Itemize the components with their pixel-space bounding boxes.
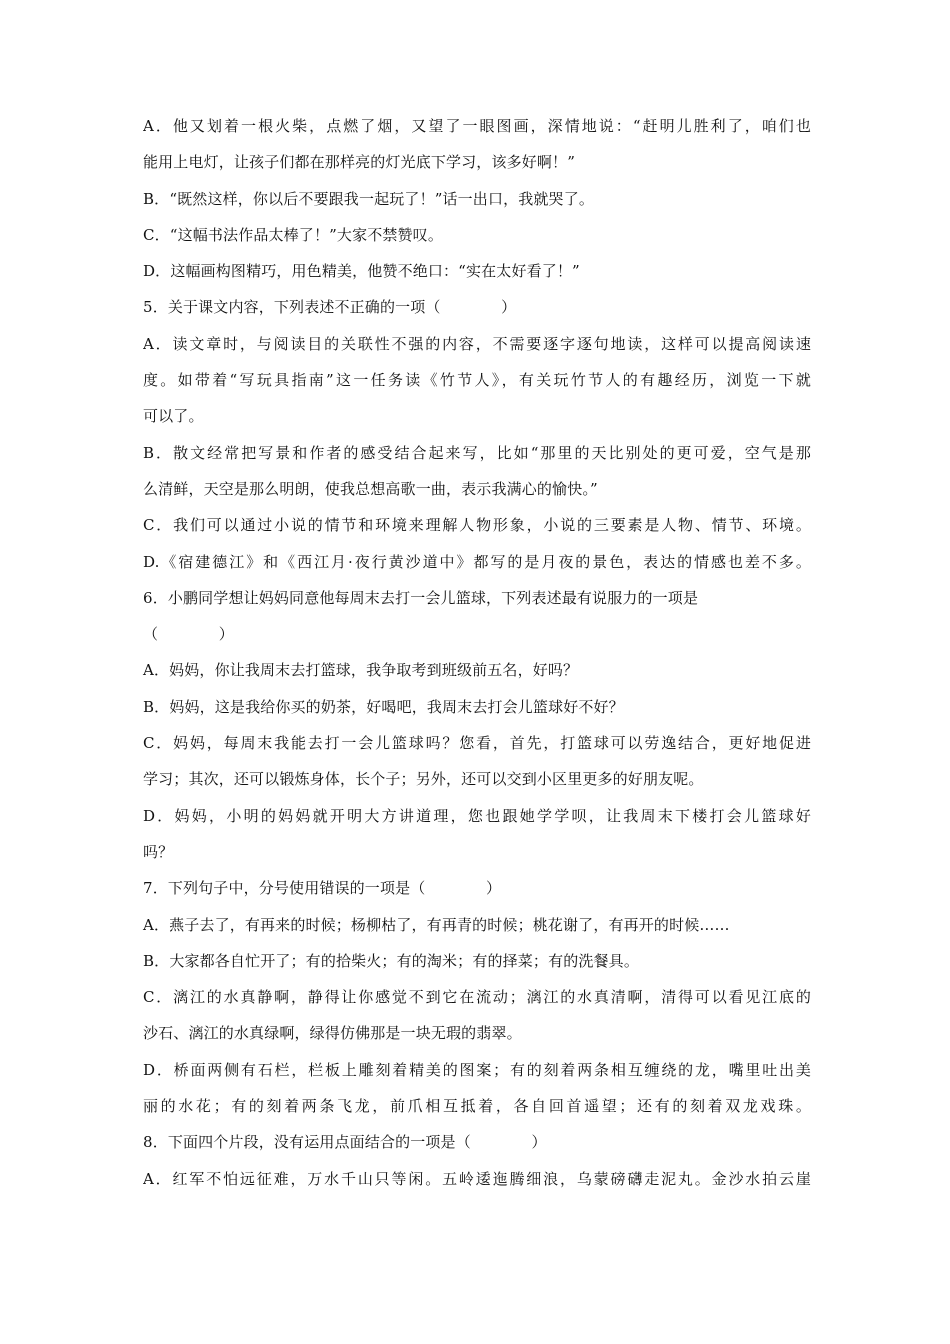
document-body xyxy=(143,116,811,1205)
text-line: C．我们可以通过小说的情节和环境来理解人物形象，小说的三要素是人物、情节、环境。 xyxy=(143,516,811,535)
text-line: B．“既然这样，你以后不要跟我一起玩了！”话一出口，我就哭了。 xyxy=(143,189,595,208)
text-line: B．散文经常把写景和作者的感受结合起来写，比如“那里的天比别处的更可爱，空气是那 xyxy=(143,443,811,462)
text-line: B．大家都各自忙开了；有的拾柴火；有的淘米；有的择菜；有的洗餐具。 xyxy=(143,951,639,970)
text-line: 度。如带着“写玩具指南”这一任务读《竹节人》，有关玩竹节人的有趣经历，浏览一下就 xyxy=(143,371,811,390)
text-line: 丽的水花；有的刻着两条飞龙，前爪相互抵着，各自回首遥望；还有的刻着双龙戏珠。 xyxy=(143,1097,811,1116)
text-line: A．燕子去了，有再来的时候；杨柳枯了，有再青的时候；桃花谢了，有再开的时候…… xyxy=(143,915,730,934)
text-line: C．“这幅书法作品太棒了！”大家不禁赞叹。 xyxy=(143,225,443,244)
text-line: D.《宿建德江》和《西江月·夜行黄沙道中》都写的是月夜的景色，表达的情感也差不多。 xyxy=(143,552,811,571)
text-line: 学习；其次，还可以锻炼身体，长个子；另外，还可以交到小区里更多的好朋友呢。 xyxy=(143,770,704,789)
text-line: A．读文章时，与阅读目的关联性不强的内容，不需要逐字逐句地读，这样可以提高阅读速 xyxy=(143,334,811,353)
text-line: D．桥面两侧有石栏，栏板上雕刻着精美的图案；有的刻着两条相互缠绕的龙，嘴里吐出美 xyxy=(143,1060,811,1079)
text-line: A．他又划着一根火柴，点燃了烟，又望了一眼图画，深情地说：“赶明儿胜利了，咱们也 xyxy=(143,117,811,135)
text-line: 6．小鹏同学想让妈妈同意他每周末去打一会儿篮球，下列表述最有说服力的一项是 xyxy=(143,588,699,607)
text-line: 8．下面四个片段，没有运用点面结合的一项是（ ） xyxy=(143,1133,547,1152)
text-line: A．红军不怕远征难，万水千山只等闲。五岭逶迤腾细浪，乌蒙磅礴走泥丸。金沙水拍云崖 xyxy=(143,1169,811,1188)
text-line: 么清鲜，天空是那么明朗，使我总想高歌一曲，表示我满心的愉快。” xyxy=(143,479,598,498)
text-line: D．妈妈，小明的妈妈就开明大方讲道理，您也跟她学学呗，让我周末下楼打会儿篮球好 xyxy=(143,806,811,825)
text-line: B．妈妈，这是我给你买的奶茶，好喝吧，我周末去打会儿篮球好不好？ xyxy=(143,697,624,716)
text-line: 吗？ xyxy=(143,842,174,861)
text-line: D．这幅画构图精巧，用色精美，他赞不绝口：“实在太好看了！” xyxy=(143,262,580,281)
text-line: 可以了。 xyxy=(143,407,204,426)
text-line: C．妈妈，每周末我能去打一会儿篮球吗？您看，首先，打篮球可以劳逸结合，更好地促进 xyxy=(143,734,811,753)
text-line: C．漓江的水真静啊，静得让你感觉不到它在流动；漓江的水真清啊，清得可以看见江底的 xyxy=(143,988,811,1007)
text-line: 7．下列句子中，分号使用错误的一项是（ ） xyxy=(143,879,502,898)
text-line: 5．关于课文内容，下列表述不正确的一项（ ） xyxy=(143,298,517,317)
text-line: A．妈妈，你让我周末去打篮球，我争取考到班级前五名，好吗？ xyxy=(143,661,579,680)
text-line: 沙石、漓江的水真绿啊，绿得仿佛那是一块无瑕的翡翠。 xyxy=(143,1024,522,1043)
text-line: （ ） xyxy=(143,625,234,644)
text-line: 能用上电灯，让孩子们都在那样亮的灯光底下学习，该多好啊！” xyxy=(143,153,576,172)
